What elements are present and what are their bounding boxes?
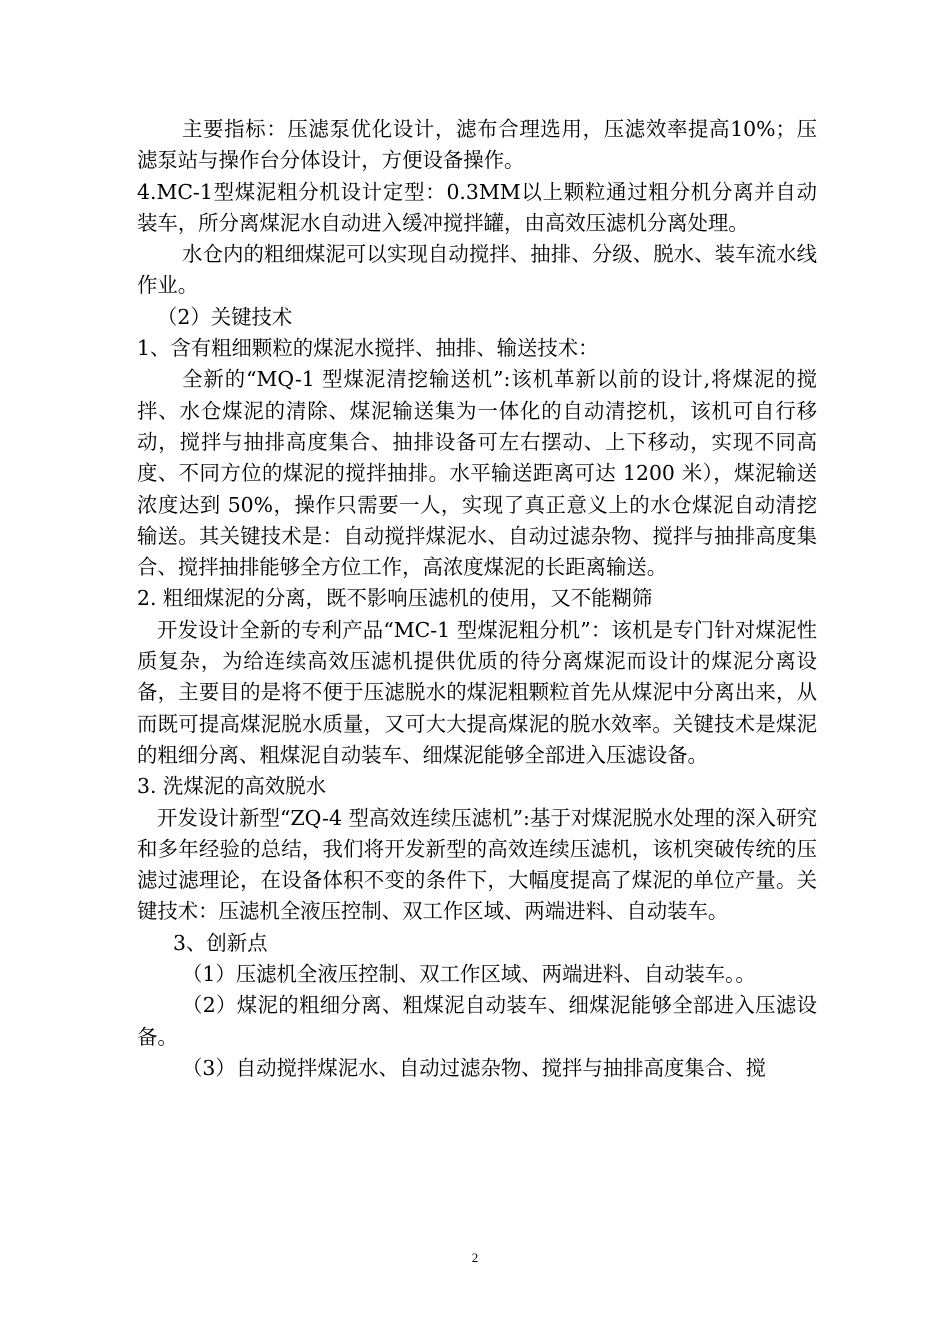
innovation-item-1: （1）压滤机全液压控制、双工作区域、两端进料、自动装车。。 [182, 962, 756, 987]
paragraph-mc1-separator: 开发设计全新的专利产品“MC-1 型煤泥粗分机”：该机是专门针对煤泥性质复杂，为给连续高效压滤机提供优质的待分离煤泥而设计的煤泥分离设备，主要目的是将不便于压滤脱水的煤泥粗颗粒首先从煤泥中分离出来，从而既可提高煤泥脱水质量，又可大大提高煤泥的脱水效率。关键技术是煤泥的粗细分离、粗煤泥自动装车、细煤泥能够全部进入压滤设备。 [137, 617, 817, 767]
paragraph-mq1-conveyor: 全新的“MQ-1 型煤泥清挖输送机”:该机革新以前的设计,将煤泥的搅拌、水仓煤泥的清除、煤泥输送集为一体化的自动清挖机，该机可自行移动，搅拌与抽排高度集合、抽排设备可左右摆动、上下移动，实现不同高度、不同方位的煤泥的搅拌抽排。水平输送距离可达 1200 米），煤泥输送浓度达到 50%，操作只需要一人，实现了真正意义上的水仓煤泥自动清挖输送。其关键技术是：自动搅拌煤泥水、自动过滤杂物、搅拌与抽排高度集合、搅拌抽排能够全方位工作，高浓度煤泥的长距离输送。 [137, 367, 817, 580]
page-number: 2 [471, 1250, 479, 1265]
document-body [137, 114, 817, 1084]
heading-separation: 2. 粗细煤泥的分离，既不影响压滤机的使用，又不能糊筛 [137, 586, 653, 611]
paragraph-mc1-design: 4.MC-1型煤泥粗分机设计定型：0.3MM以上颗粒通过粗分机分离并自动装车，所分离煤泥水自动进入缓冲搅拌罐，由高效压滤机分离处理。 [137, 179, 817, 235]
heading-key-technology: （2）关键技术 [157, 304, 293, 329]
heading-dewatering: 3. 洗煤泥的高效脱水 [137, 774, 327, 799]
innovation-item-2: （2）煤泥的粗细分离、粗煤泥自动装车、细煤泥能够全部进入压滤设备。 [137, 993, 817, 1049]
paragraph-water-tank: 水仓内的粗细煤泥可以实现自动搅拌、抽排、分级、脱水、装车流水线作业。 [137, 242, 817, 298]
heading-mixing-technology: 1、含有粗细颗粒的煤泥水搅拌、抽排、输送技术： [137, 336, 599, 361]
innovation-item-3: （3）自动搅拌煤泥水、自动过滤杂物、搅拌与抽排高度集合、搅 [182, 1055, 766, 1080]
paragraph-main-indicators: 主要指标：压滤泵优化设计，滤布合理选用，压滤效率提高10%；压滤泵站与操作台分体设计，方便设备操作。 [137, 117, 817, 173]
paragraph-zq4-press: 开发设计新型“ZQ-4 型高效连续压滤机”:基于对煤泥脱水处理的深入研究和多年经验的总结，我们将开发新型的高效连续压滤机，该机突破传统的压滤过滤理论，在设备体积不变的条件下，大幅度提高了煤泥的单位产量。关键技术：压滤机全液压控制、双工作区域、两端进料、自动装车。 [137, 805, 817, 924]
heading-innovation: 3、创新点 [173, 930, 268, 955]
